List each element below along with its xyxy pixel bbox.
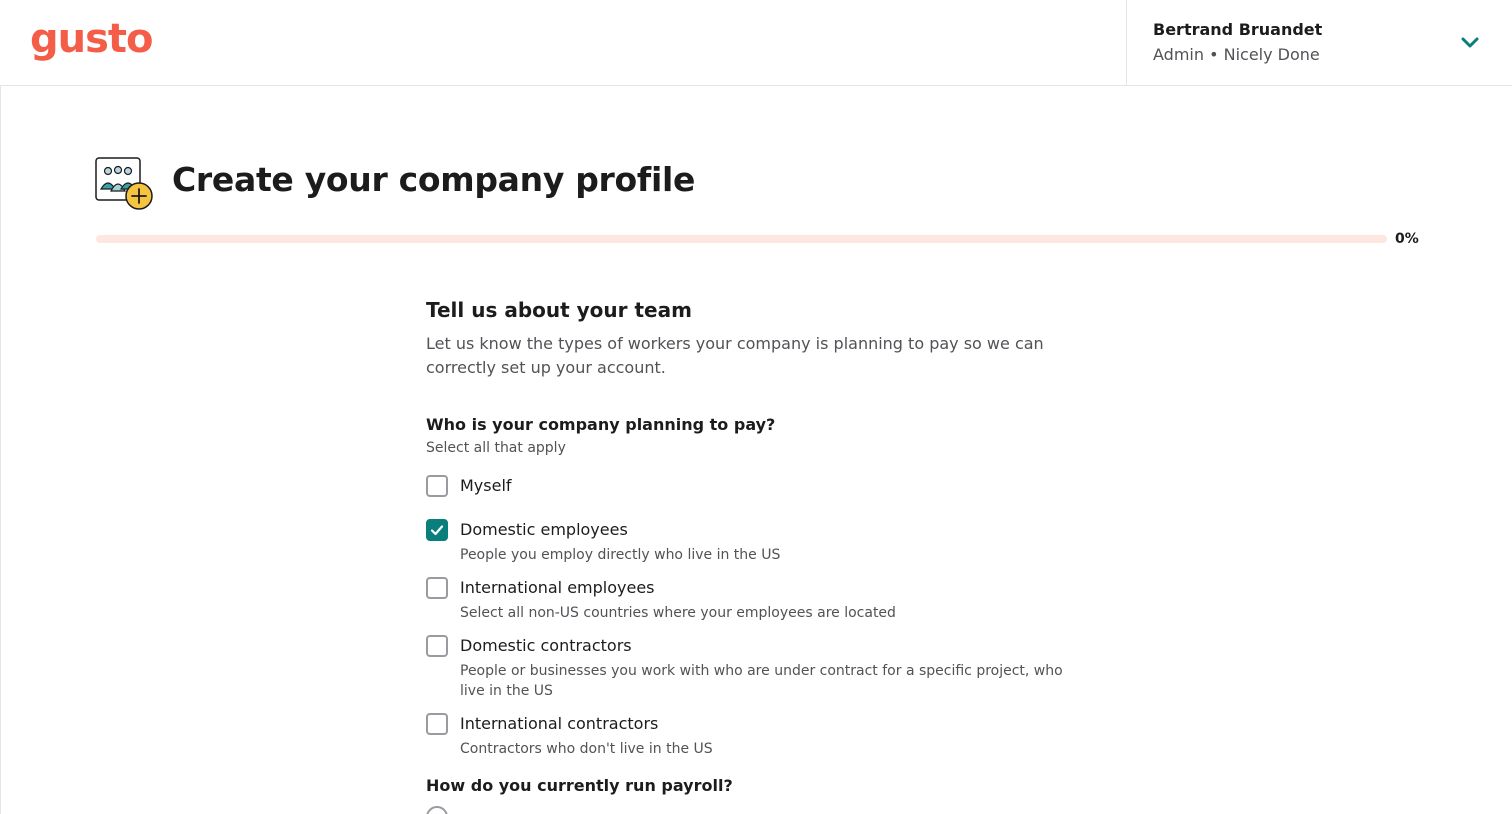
team-form — [426, 296, 1086, 759]
option-label: Domestic employees — [460, 520, 628, 539]
progress-label: 0% — [1395, 231, 1419, 247]
checkmark-icon — [430, 523, 444, 537]
pay-question: Who is your company planning to pay? — [426, 415, 776, 434]
checkbox-domestic-contractors[interactable] — [426, 635, 448, 657]
option-description: Select all non-US countries where your employees are located — [460, 605, 896, 621]
pay-question-hint: Select all that apply — [426, 440, 566, 456]
option-description: Contractors who don't live in the US — [460, 741, 713, 757]
account-menu[interactable] — [1126, 0, 1512, 85]
section-title: Tell us about your team — [426, 298, 692, 322]
option-international-contractors[interactable] — [426, 711, 1086, 759]
option-domestic-contractors[interactable] — [426, 633, 1086, 701]
checkbox-international-contractors[interactable] — [426, 713, 448, 735]
option-myself[interactable] — [426, 473, 1086, 499]
option-description: People or businesses you work with who are under contract for a specific project, who live in the US — [460, 663, 1063, 699]
page-title: Create your company profile — [172, 160, 696, 199]
gusto-logo[interactable]: gusto — [30, 16, 153, 62]
option-label: Domestic contractors — [460, 636, 632, 655]
option-label: International employees — [460, 578, 655, 597]
option-international-employees[interactable] — [426, 575, 1086, 623]
progress-bar — [96, 235, 1387, 243]
option-domestic-employees[interactable] — [426, 517, 1086, 565]
section-description: Let us know the types of workers your company is planning to pay so we can correctly set up your account. — [426, 334, 1044, 377]
option-label: International contractors — [460, 714, 659, 733]
account-name: Bertrand Bruandet — [1153, 20, 1323, 39]
payroll-radio[interactable] — [426, 806, 448, 814]
chevron-down-icon[interactable] — [1459, 32, 1481, 54]
team-add-icon — [95, 157, 155, 211]
worker-type-options — [426, 473, 1086, 759]
option-label: Myself — [460, 476, 512, 495]
checkbox-international-employees[interactable] — [426, 577, 448, 599]
account-role: Admin • Nicely Done — [1153, 45, 1320, 64]
payroll-question: How do you currently run payroll? — [426, 776, 733, 795]
page-border — [0, 86, 1, 814]
checkbox-domestic-employees[interactable] — [426, 519, 448, 541]
top-header — [0, 0, 1512, 86]
checkbox-myself[interactable] — [426, 475, 448, 497]
option-description: People you employ directly who live in the US — [460, 547, 781, 563]
